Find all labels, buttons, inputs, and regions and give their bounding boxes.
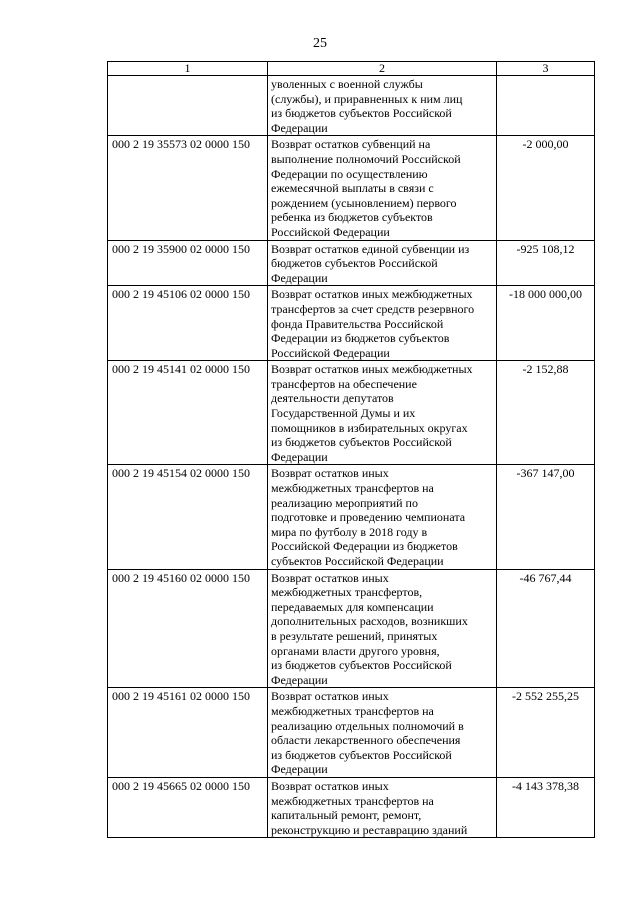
line-description: Возврат остатков иных межбюджетных трансфертов на реализацию отдельных полномочий в области лекарственного обеспечения из бюджетов субъектов Российской Федерации <box>268 688 497 778</box>
budget-code: 000 2 19 35900 02 0000 150 <box>108 240 268 286</box>
column-header-name: 2 <box>268 62 497 76</box>
table-row <box>108 569 595 688</box>
budget-code <box>108 76 268 136</box>
amount: -4 143 378,38 <box>497 777 595 837</box>
amount: -367 147,00 <box>497 465 595 569</box>
column-header-code: 1 <box>108 62 268 76</box>
line-description: Возврат остатков иных межбюджетных трансфертов за счет средств резервного фонда Правительства Российской Федерации из бюджетов субъектов Российской Федерации <box>268 286 497 361</box>
table-body <box>108 76 595 838</box>
table-row <box>108 286 595 361</box>
budget-code: 000 2 19 45106 02 0000 150 <box>108 286 268 361</box>
budget-code: 000 2 19 45160 02 0000 150 <box>108 569 268 688</box>
table-row <box>108 76 595 136</box>
table-row <box>108 240 595 286</box>
table-row <box>108 688 595 778</box>
table-row <box>108 777 595 837</box>
table-row <box>108 465 595 569</box>
line-description: Возврат остатков единой субвенции из бюджетов субъектов Российской Федерации <box>268 240 497 286</box>
amount: -2 152,88 <box>497 361 595 465</box>
table-row <box>108 136 595 240</box>
amount: -18 000 000,00 <box>497 286 595 361</box>
budget-code: 000 2 19 45161 02 0000 150 <box>108 688 268 778</box>
amount <box>497 76 595 136</box>
table-header <box>108 62 595 76</box>
table-row <box>108 361 595 465</box>
budget-code: 000 2 19 45665 02 0000 150 <box>108 777 268 837</box>
budget-code: 000 2 19 45154 02 0000 150 <box>108 465 268 569</box>
line-description: уволенных с военной службы (службы), и приравненных к ним лиц из бюджетов субъектов Российской Федерации <box>268 76 497 136</box>
line-description: Возврат остатков иных межбюджетных трансфертов, передаваемых для компенсации дополнительных расходов, возникших в результате решений, принятых органами власти другого уровня, из бюджетов субъектов Российской Федерации <box>268 569 497 688</box>
line-description: Возврат остатков иных межбюджетных трансфертов на капитальный ремонт, ремонт, реконструкцию и реставрацию зданий <box>268 777 497 837</box>
budget-code: 000 2 19 35573 02 0000 150 <box>108 136 268 240</box>
amount: -925 108,12 <box>497 240 595 286</box>
line-description: Возврат остатков иных межбюджетных трансфертов на обеспечение деятельности депутатов Государственной Думы и их помощников в избирательных округах из бюджетов субъектов Российской Федерации <box>268 361 497 465</box>
budget-return-table <box>107 61 595 838</box>
amount: -2 000,00 <box>497 136 595 240</box>
page-number: 25 <box>313 36 327 51</box>
budget-code: 000 2 19 45141 02 0000 150 <box>108 361 268 465</box>
amount: -46 767,44 <box>497 569 595 688</box>
amount: -2 552 255,25 <box>497 688 595 778</box>
column-header-amount: 3 <box>497 62 595 76</box>
line-description: Возврат остатков иных межбюджетных трансфертов на реализацию мероприятий по подготовке и проведению чемпионата мира по футболу в 2018 году в Российской Федерации из бюджетов субъектов Российской Федерации <box>268 465 497 569</box>
header-row <box>108 62 595 76</box>
line-description: Возврат остатков субвенций на выполнение полномочий Российской Федерации по осуществлению ежемесячной выплаты в связи с рождением (усыновлением) первого ребенка из бюджетов субъектов Российской Федерации <box>268 136 497 240</box>
